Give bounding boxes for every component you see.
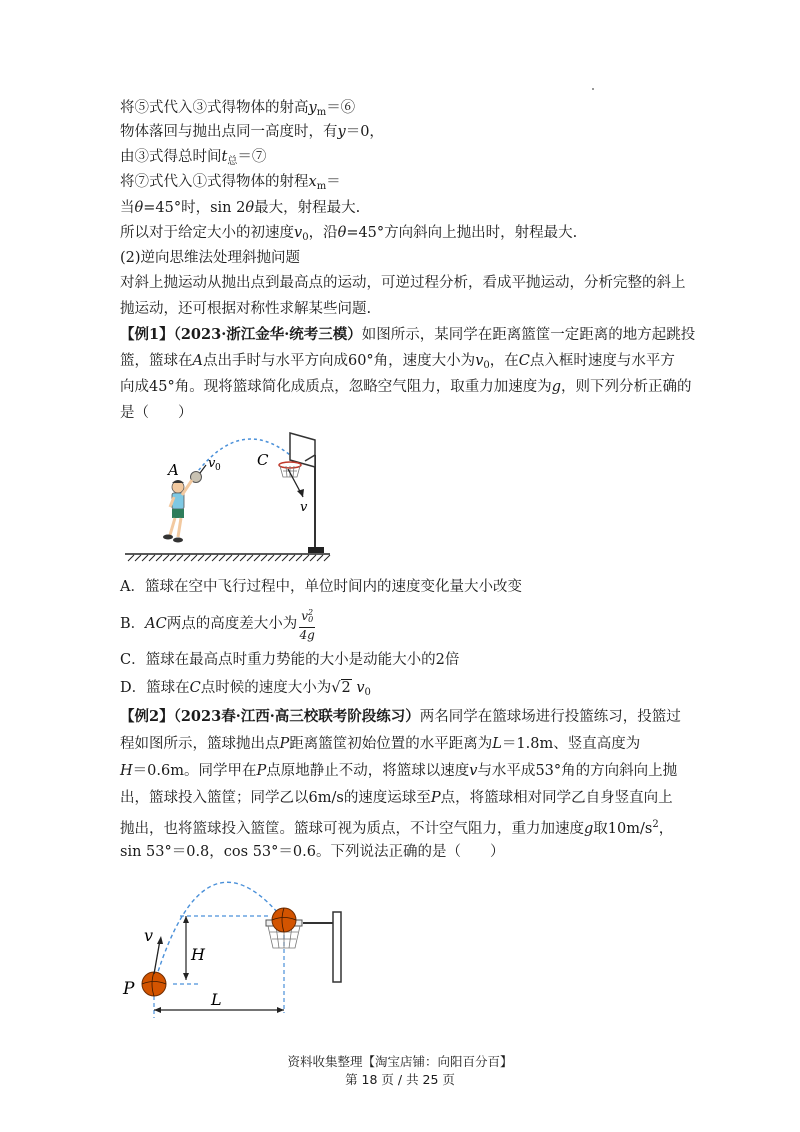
hatch-mark <box>156 555 162 561</box>
text: 点，将篮球相对同学乙自身竖直向上 <box>440 790 673 806</box>
hatch-mark <box>191 555 197 561</box>
text: B． <box>120 616 146 632</box>
text: 两名同学在篮球场进行投篮练习，投篮过 <box>419 709 681 725</box>
label-l: L <box>211 990 222 1009</box>
hatch-mark <box>296 555 302 561</box>
trajectory-curve <box>156 882 278 978</box>
sub-0: 0 <box>364 687 371 698</box>
hatch-mark <box>282 555 288 561</box>
label-p: P <box>123 979 135 999</box>
sub-0: 0 <box>302 232 309 243</box>
var-y: y <box>337 124 346 140</box>
text: ，则下列分析正确的 <box>561 379 692 395</box>
var-c: C <box>518 353 530 369</box>
text: 点入框时速度与水平方 <box>529 353 675 369</box>
example-1-figure <box>120 425 340 565</box>
var-l: L <box>492 736 502 752</box>
var-h: H <box>120 763 133 779</box>
text: ＝ <box>326 174 341 190</box>
hatch-mark <box>142 555 148 561</box>
hatch-mark <box>205 555 211 561</box>
fraction-v0sq-over-4g <box>299 606 315 642</box>
var-p: P <box>430 790 441 806</box>
text: 与水平成 <box>477 763 536 779</box>
hatch-mark <box>275 555 281 561</box>
hatch-mark <box>317 555 323 561</box>
text: =45°方向斜向上抛出时，射程最大. <box>346 225 578 241</box>
label-a: A <box>168 461 179 479</box>
arrow-head <box>297 489 304 497</box>
var-ac: AC <box>145 616 167 632</box>
num-sub: 0 <box>308 615 314 624</box>
text: ＝⑦ <box>237 149 267 165</box>
text: cos 53°＝0.6 <box>223 844 316 860</box>
h-arrow-top <box>183 916 189 923</box>
text: 53° <box>535 763 562 779</box>
text: 6m/s <box>308 790 344 806</box>
text: 、竖直高度为 <box>553 736 641 752</box>
text: 当 <box>120 200 135 216</box>
var-p: P <box>256 763 267 779</box>
text: 取 <box>593 821 608 837</box>
text: ＝⑥ <box>326 100 356 116</box>
option-d <box>120 677 371 704</box>
label-v0: v <box>208 456 216 471</box>
var-v: v <box>356 680 365 696</box>
text: 。下列说法正确的是（ ） <box>315 844 505 860</box>
hatch-mark <box>135 555 141 561</box>
text-line-4 <box>120 171 341 198</box>
text: =45°时，sin 2 <box>143 200 246 216</box>
text: 所以对于给定大小的初速度 <box>120 225 294 241</box>
example-2-line-3 <box>120 760 677 782</box>
text: 点原地静止不动，将篮球以速度 <box>266 763 470 779</box>
label-v: v <box>300 500 308 515</box>
label-h: H <box>191 945 205 964</box>
text: ＝1.8m <box>501 736 554 752</box>
radicand: 2 <box>341 680 351 696</box>
player-figure <box>163 480 192 543</box>
example-2-line-2 <box>120 733 640 755</box>
var-a: A <box>192 353 203 369</box>
ground-hatch <box>128 555 330 561</box>
text: 10m/s <box>607 821 653 837</box>
hatch-mark <box>254 555 260 561</box>
text: 距离篮筐初始位置的水平距离为 <box>289 736 493 752</box>
hatch-mark <box>247 555 253 561</box>
text-line-7: (2)逆向思维法处理斜抛问题 <box>120 250 301 266</box>
sub-total: 总 <box>227 156 238 167</box>
example-2-tag: 【例2】 <box>120 708 174 725</box>
sub-m: m <box>316 181 327 192</box>
example-2-line-5 <box>120 814 673 840</box>
l-arrow-left <box>154 1007 161 1013</box>
text: ＝0.6m <box>132 763 184 779</box>
option-b <box>120 606 317 642</box>
text-line-5 <box>120 197 360 219</box>
text-line-1 <box>120 97 355 124</box>
l-arrow-right <box>277 1007 284 1013</box>
var-v: v <box>469 763 478 779</box>
frac-num <box>299 606 315 628</box>
sub-m: m <box>316 107 327 118</box>
text: 两点的高度差大小为 <box>166 616 298 632</box>
footer-page-number: 第 18 页 / 共 25 页 <box>345 1072 455 1087</box>
text: 向成45°角。现将篮球简化成质点，忽略空气阻力，取重力加速度为 <box>120 379 552 395</box>
text-line-8: 对斜上抛运动从抛出点到最高点的运动，可逆过程分析，看成平抛运动，分析完整的斜上 <box>120 275 686 291</box>
text: 。同学甲在 <box>183 763 257 779</box>
sup-2: 2 <box>652 819 659 830</box>
ball-in-hoop <box>272 908 296 932</box>
text: 点时候的速度大小为 <box>200 680 332 696</box>
hatch-mark <box>128 555 134 561</box>
hatch-mark <box>303 555 309 561</box>
text: ＝0， <box>345 124 384 140</box>
var-c: C <box>189 680 201 696</box>
text-line-9: 抛运动，还可根据对称性求解某些问题. <box>120 301 372 317</box>
ball-at-p <box>142 972 166 996</box>
text: ，沿 <box>308 225 338 241</box>
text: D．篮球在 <box>120 680 190 696</box>
text: 如图所示，某同学在距离篮筐一定距离的地方起跳投 <box>361 327 696 343</box>
option-a: A．篮球在空中飞行过程中，单位时间内的速度变化量大小改变 <box>120 579 522 595</box>
hatch-mark <box>198 555 204 561</box>
example-1-source: （2023·浙江金华·统考三模） <box>173 326 362 343</box>
example-1-line-2 <box>120 350 675 377</box>
hatch-mark <box>219 555 225 561</box>
example-2-line-4 <box>120 787 673 809</box>
velocity-arrow-a <box>200 465 206 473</box>
page-speck <box>592 88 594 90</box>
text: 点出手时与水平方向成60°角，速度大小为 <box>202 353 476 369</box>
num-sup: 2 <box>308 608 314 617</box>
label-v: v <box>144 926 154 945</box>
var-theta: θ <box>337 225 347 241</box>
footer-source: 资料收集整理【淘宝店铺：向阳百分百】 <box>287 1054 513 1069</box>
hatch-mark <box>212 555 218 561</box>
var-p: P <box>279 736 290 752</box>
example-1-line-3 <box>120 376 692 398</box>
text: 将⑤式代入③式得物体的射高 <box>120 100 309 116</box>
var-g: g <box>584 821 594 837</box>
option-c: C．篮球在最高点时重力势能的大小是动能大小的2倍 <box>120 652 460 668</box>
hatch-mark <box>233 555 239 561</box>
example-1-tag: 【例1】 <box>120 326 174 343</box>
text-line-2 <box>120 121 384 143</box>
var-g: g <box>551 379 561 395</box>
var-v: v <box>475 353 484 369</box>
hatch-mark <box>170 555 176 561</box>
var-y: y <box>308 100 317 116</box>
var-x: x <box>308 174 317 190</box>
var-theta: θ <box>134 200 144 216</box>
var-theta: θ <box>245 200 255 216</box>
var-t: t <box>221 149 228 165</box>
text: ，在 <box>489 353 519 369</box>
text: ， <box>658 821 674 837</box>
hatch-mark <box>240 555 246 561</box>
text: 抛出，也将篮球投入篮筐。篮球可视为质点，不计空气阻力，重力加速度 <box>120 821 584 837</box>
num-v: v <box>301 609 309 623</box>
backboard <box>333 912 341 982</box>
hatch-mark <box>177 555 183 561</box>
label-c: C <box>257 451 269 469</box>
text: 出，篮球投入篮筐；同学乙以 <box>120 790 309 806</box>
hatch-mark <box>310 555 316 561</box>
sub-0: 0 <box>483 360 490 371</box>
example-2-figure <box>118 868 358 1028</box>
hatch-mark <box>324 555 330 561</box>
text: 最大，射程最大. <box>254 200 361 216</box>
hatch-mark <box>184 555 190 561</box>
hatch-mark <box>289 555 295 561</box>
var-v: v <box>294 225 303 241</box>
text: 篮，篮球在 <box>120 353 193 369</box>
frac-den: 4g <box>299 628 315 642</box>
text: 将⑦式代入①式得物体的射程 <box>120 174 309 190</box>
text: 的速度运球至 <box>343 790 431 806</box>
example-1-line-1 <box>120 324 695 346</box>
example-2-line-1 <box>120 706 681 728</box>
hatch-mark <box>268 555 274 561</box>
example-2-source: （2023春·江西·高三校联考阶段练习） <box>173 708 420 725</box>
text: 程如图所示，篮球抛出点 <box>120 736 280 752</box>
text-line-3 <box>120 146 266 173</box>
text: sin 53°＝0.8 <box>120 844 210 860</box>
example-1-line-4: 是（ ） <box>120 405 193 421</box>
example-2-line-6 <box>120 841 504 863</box>
h-arrow-bottom <box>183 973 189 980</box>
hatch-mark <box>149 555 155 561</box>
text: ， <box>209 844 224 860</box>
hatch-mark <box>226 555 232 561</box>
hatch-mark <box>163 555 169 561</box>
text-line-6 <box>120 222 577 249</box>
pole-base <box>308 547 324 553</box>
text: 角的方向斜向上抛 <box>561 763 678 779</box>
text: 物体落回与抛出点同一高度时，有 <box>120 124 338 140</box>
velocity-arrow-head <box>157 936 163 944</box>
text: 由③式得总时间 <box>120 149 222 165</box>
hatch-mark <box>261 555 267 561</box>
sqrt-2: √2 <box>331 680 351 696</box>
label-v0-sub: 0 <box>215 463 221 473</box>
